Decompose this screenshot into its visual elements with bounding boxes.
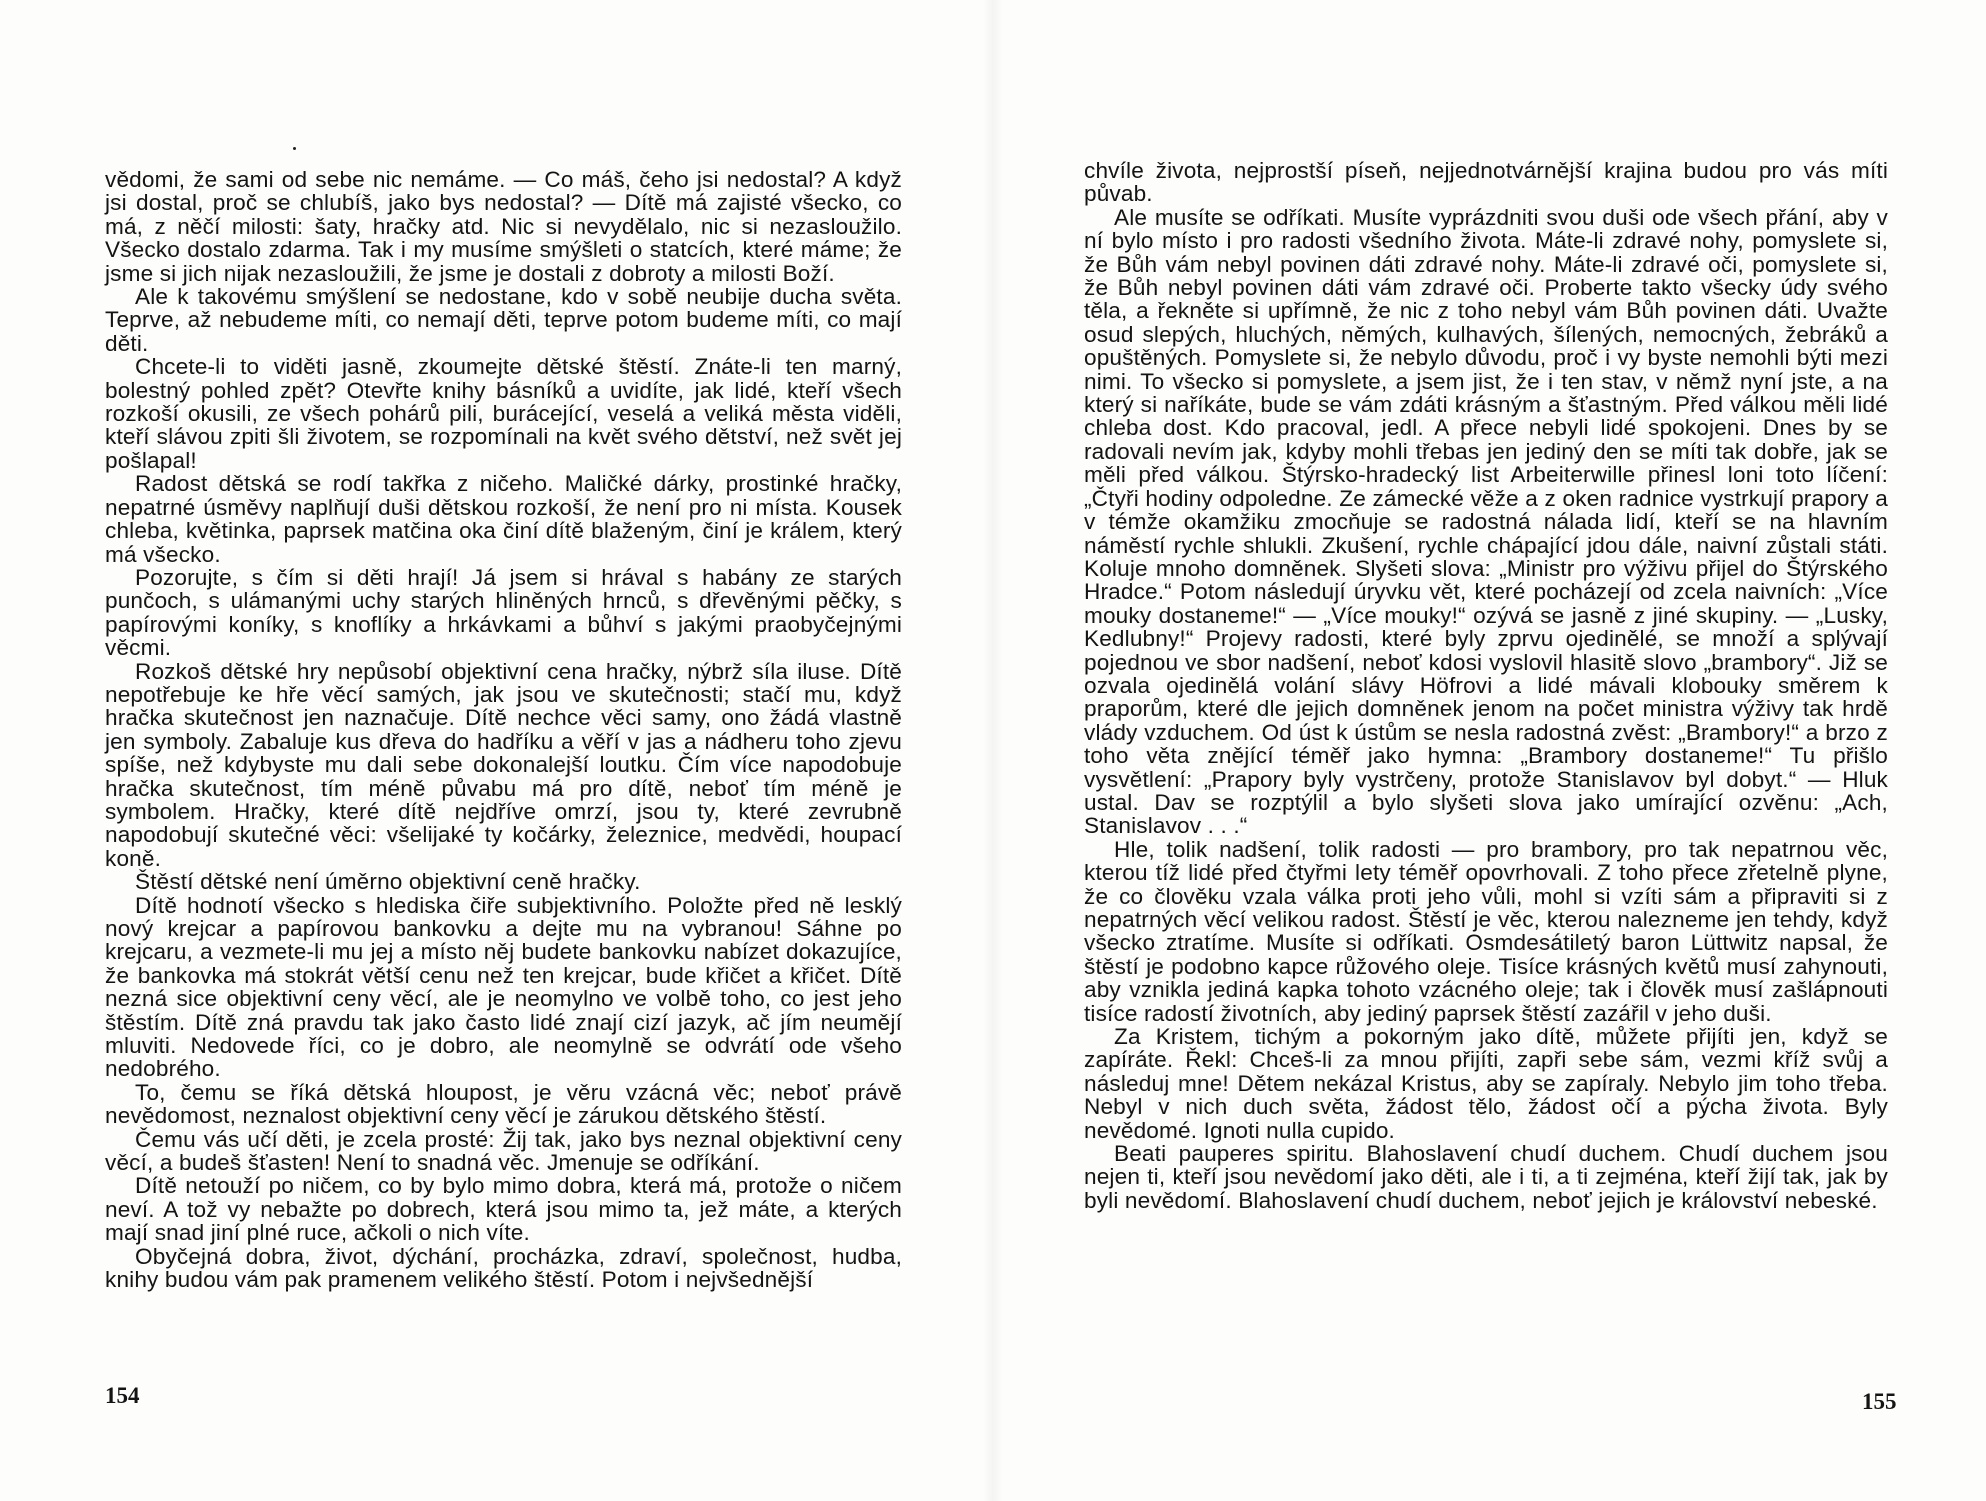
paragraph: vědomi, že sami od sebe nic nemáme. — Co máš, čeho jsi nedostal? A když jsi dostal, proč se chlubíš, jako bys nedostal? — Dítě má zajisté všecko, co má, z něčí milosti: šaty, hračky atd. Nic si nevydělalo, nic si nezasloužilo. Všecko dostalo zdarma. Tak i my musíme smýšleti o statcích, které máme; že jsme si jich nijak nezasloužili, že jsme je dostali z dobroty a milosti Boží. — [105, 167, 902, 286]
right-page-text — [1084, 159, 1888, 1212]
page-number-left: 154 — [105, 1383, 140, 1408]
paragraph: Pozorujte, s čím si děti hrají! Já jsem si hrával s habány ze starých punčoch, s ulámanými uchy starých hliněných hrnců, s dřevěnými pěčky, s papírovými koníky, s knoflíky a hrkávkami a bůhví s jakými praobyčejnými věcmi. — [105, 564, 902, 661]
paragraph: chvíle života, nejprostší píseň, nejjednotvárnější krajina budou pro vás míti půvab. — [1084, 158, 1888, 207]
paragraph: Dítě netouží po ničem, co by bylo mimo dobra, která má, protože o ničem neví. A tož vy nebažte po dobrech, která jsou mimo ta, jež máte, a kterých mají snad jiní plné ruce, ačkoli o nich víte. — [105, 1173, 902, 1246]
paragraph: To, čemu se říká dětská hloupost, je věru vzácná věc; neboť právě nevědomost, neznalost objektivní ceny věcí je zárukou dětského štěstí. — [105, 1079, 902, 1129]
paragraph: Beati pauperes spiritu. Blahoslavení chudí duchem. Chudí duchem jsou nejen ti, kteří jsou nevědomí jako děti, ale i ti, a ti zejména, kteří žijí tak, jak by byli nevědomí. Blahoslavení chudí duchem, neboť jejich je království nebeské. — [1084, 1141, 1888, 1213]
paragraph: Hle, tolik nadšení, tolik radosti — pro brambory, pro tak nepatrnou věc, kterou tíž lidé před čtyřmi lety téměř opovrhovali. Z toho přece zřetelně plyne, že co člověku vzala válka proti jeho vůli, mohl si vzíti sám a připraviti si z nepatrných věcí velikou radost. Štěstí je věc, kterou nalezneme jen tehdy, když všecko ztratíme. Musíte si odříkati. Osmdesátiletý baron Lüttwitz napsal, že štěstí je podobno kapce růžového oleje. Tisíce krásných květů musí zahynouti, aby vznikla jediná kapka tohoto vzácného oleje; tak i člověk musí zašlápnouti tisíce radostí životních, aby jediný paprsek štěstí zazářil v jeho duši. — [1084, 836, 1888, 1026]
paragraph: Štěstí dětské není úměrno objektivní ceně hračky. — [135, 869, 641, 895]
paragraph: Ale musíte se odříkati. Musíte vyprázdniti svou duši ode všech přání, aby v ní bylo místo i pro radosti všedního života. Máte-li zdravé nohy, pomyslete si, že Bůh vám nebyl povinen dáti zdravé nohy. Máte-li zdravé oči, pomyslete si, že Bůh nebyl povinen dáti vám zdravé oči. Proberte takto všecky údy svého těla, a řekněte si upřímně, že nic z toho nebyl vám Bůh povinen dáti. Uvažte osud slepých, hluchých, němých, kulhavých, šílených, nemocných, žebráků a opuštěných. Pomyslete si, že nebylo důvodu, proč i vy byste nemohli býti mezi nimi. To všecko si pomyslete, a jsem jist, že i ten stav, v němž nyní jste, a na který si naříkáte, bude se vám zdáti krásným a šťastným. Před válkou měli lidé chleba dost. Kdo pracoval, jedl. A přece nebyli lidé spokojeni. Dnes by se radovali nevím jak, kdyby mohli třebas jen jediný den se míti tak dobře, jak se měli před válkou. Štýrsko-hradecký list Arbeiterwille přinesl loni toto líčení: „Čtyři hodiny odpoledne. Ze zámecké věže a z oken radnice vystrkují prapory a v témže okamžiku zmocňuje se radostná nálada lidí, kteří se na hlavním náměstí rychle shlukli. Zkušení, rychle chápající jdou dále, naivní zůstali státi. Koluje mnoho domněnek. Slyšeti slova: „Ministr pro výživu přijel do Štýrského Hradce.“ Potom následují úryvku vět, které pocházejí od zcela naivních: „Více mouky dostaneme!“ — „Více mouky!“ ozývá se jasně z jiné skupiny. — „Lusky, Kedlubny!“ Projevy radosti, které byly zprvu ojedinělé, se množí a splývají pojednou ve sbor nadšení, neboť kdosi vyslovil hlasitě slovo „brambory“. Již se ozvala ojedinělá volání slávy Höfrovi a lidé mávali klobouky směrem k praporům, které dle jejich domněnek jenom na počet ministra výživy tak hrdě vlády vzduchem. Od úst k ústům se nesla radostná zvěst: „Brambory!“ a brzo z toho věta znějící téměř jako hymna: „Brambory dostaneme!“ Tu přišlo vysvětlení: „Prapory byly vystrčeny, protože Stanislavov byl dobyt.“ — Hluk ustal. Dav se rozptýlil a bylo slyšeti slova jako umírající ozvěnu: „Ach, Stanislavov . . .“ — [1084, 204, 1888, 839]
paragraph: Dítě hodnotí všecko s hlediska čiře subjektivního. Položte před ně lesklý nový krejcar a papírovou bankovku a dejte mu na vybranou! Sáhne po krejcaru, a vezmete-li mu jej a místo něj budete bankovku nabízet dokazujíce, že bankovka má stokrát větší cenu než ten krejcar, bude křičet a křičet. Dítě nezná sice objektivní ceny věcí, ale je neomylno ve volbě toho, co jest jeho štěstím. Dítě zná pravdu tak jako často lidé znají cizí jazyk, ač jím neumějí mluviti. Nedovede říci, co je dobro, ale neomylně se odvrátí ode všeho nedobrého. — [105, 892, 902, 1082]
paragraph: Čemu vás učí děti, je zcela prosté: Žij tak, jako bys neznal objektivní ceny věcí, a budeš šťasten! Není to snadná věc. Jmenuje se odříkání. — [105, 1126, 902, 1176]
ink-speck — [293, 147, 296, 150]
paragraph: Za Kristem, tichým a pokorným jako dítě, můžete přijíti jen, když se zapíráte. Řekl: Chceš-li za mnou přijíti, zapři sebe sám, vezmi kříž svůj a následuj mne! Dětem nekázal Kristus, aby se zapíraly. Nebylo jim toho třeba. Nebyl v nich duch světa, žádost tělo, žádost očí a pýcha života. Byly nevědomé. Ignoti nulla cupido. — [1084, 1024, 1888, 1143]
paragraph: Chcete-li to viděti jasně, zkoumejte dětské štěstí. Znáte-li ten marný, bolestný pohled zpět? Otevřte knihy básníků a uvidíte, jak lidé, kteří všech rozkoší okusili, ze všech pohárů pili, burácející, veselá a veliká města viděli, kteří slávou zpiti šli životem, se rozpomínali na květ svého dětství, než svět jej pošlapal! — [105, 354, 902, 473]
paragraph: Ale k takovému smýšlení se nedostane, kdo v sobě neubije ducha světa. Teprve, až nebudeme míti, co nemají děti, teprve potom budeme míti, co mají děti. — [105, 284, 902, 356]
paragraph: Obyčejná dobra, život, dýchání, procházka, zdraví, společnost, hudba, knihy budou vám pak pramenem velikého štěstí. Potom i nejvšednější — [105, 1243, 902, 1293]
page-number-right: 155 — [1862, 1389, 1897, 1414]
paragraph: Radost dětská se rodí takřka z ničeho. Maličké dárky, prostinké hračky, nepatrné úsměvy naplňují duši dětskou rozkoší, že není pro ni místa. Kousek chleba, květinka, paprsek matčina oka činí dítě blaženým, činí je králem, který má všecko. — [105, 471, 902, 567]
left-page-text — [105, 168, 902, 1292]
right-page — [993, 0, 1986, 1501]
paragraph: Rozkoš dětské hry nepůsobí objektivní cena hračky, nýbrž síla iluse. Dítě nepotřebuje ke hře věcí samých, jak jsou ve skutečnosti; stačí mu, když hračka skutečnost jen naznačuje. Dítě nechce věci samy, ono žádá vlastně jen symboly. Zabaluje kus dřeva do hadříku a věří v jas a nádheru toho zjevu spíše, než kdybyste mu dali sebe dokonalejší loutku. Čím více napodobuje hračka skutečnost, tím méně půvabu má pro dítě, neboť tím méně je symbolem. Hračky, které dítě nejdříve omrzí, jsou ty, které zevrubně napodobují skutečné věci: všelijaké ty kočárky, železnice, medvědi, houpací koně. — [105, 658, 902, 871]
